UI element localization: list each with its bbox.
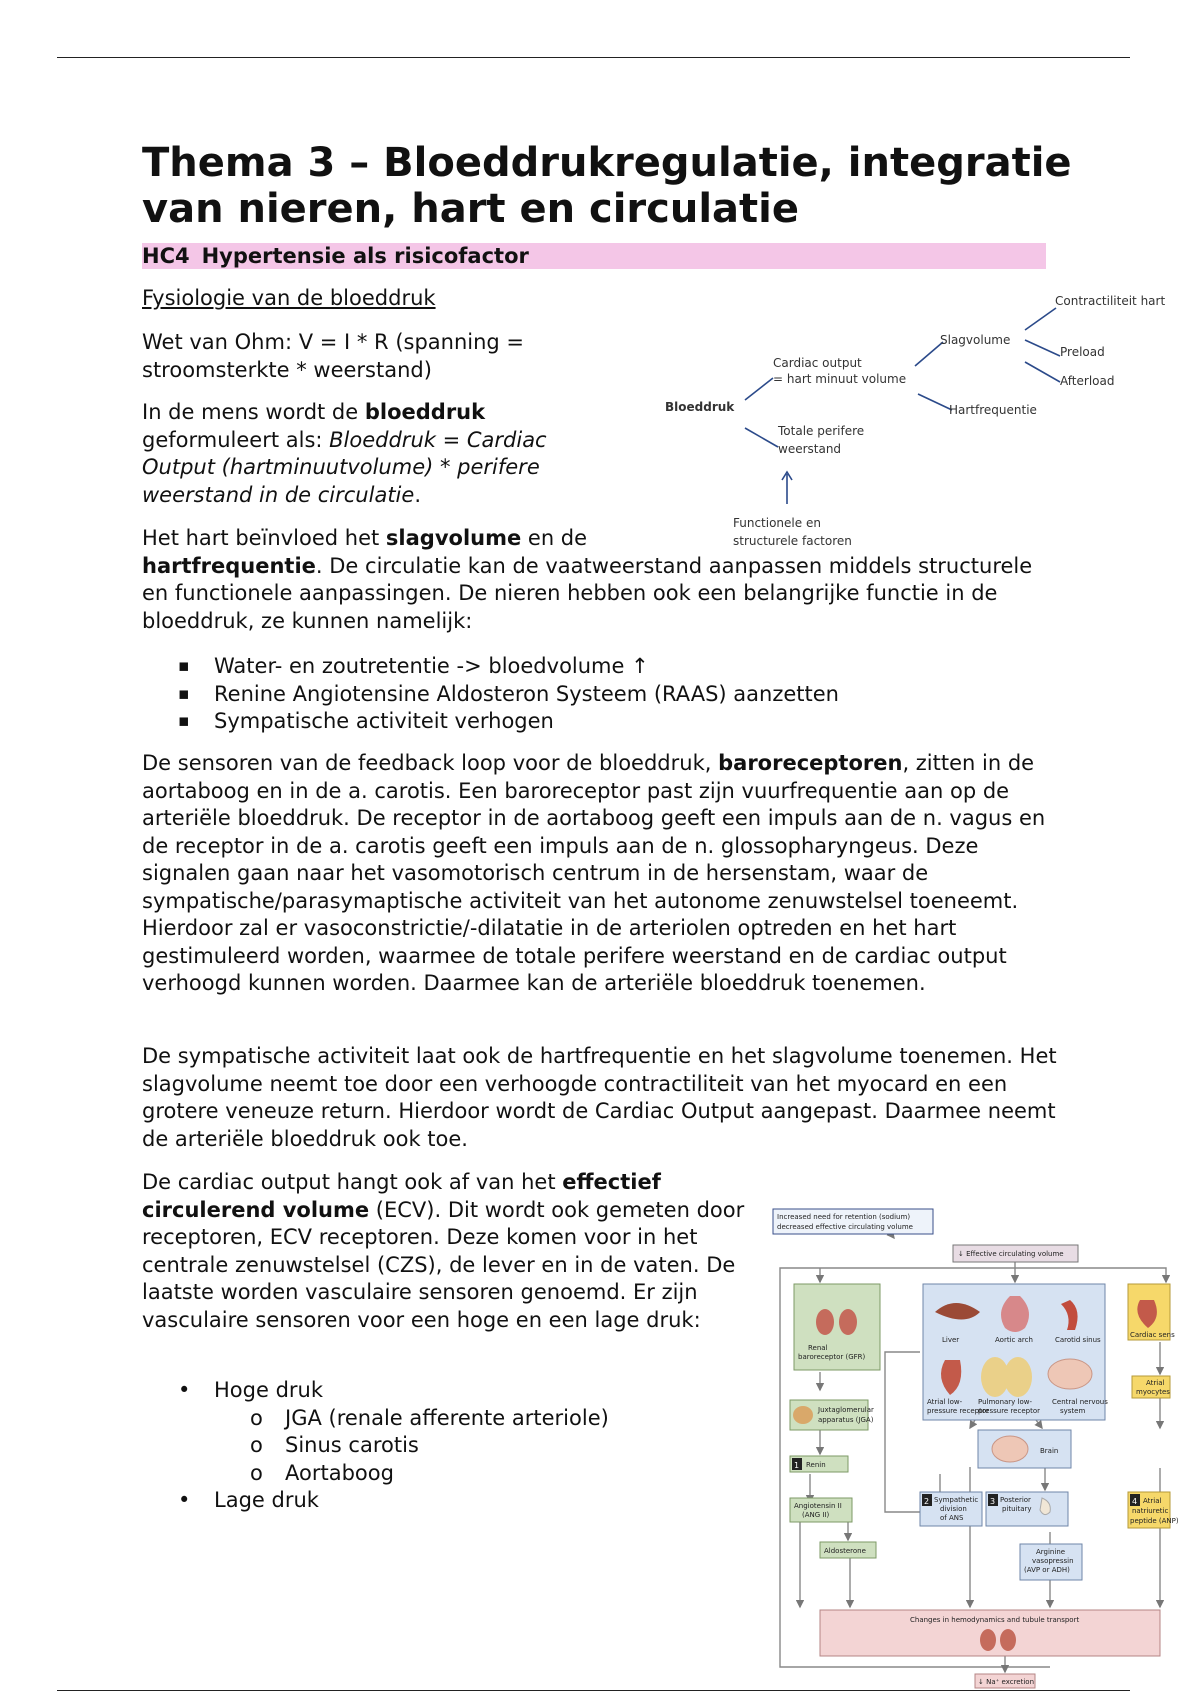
aortic-label: Aortic arch (995, 1336, 1033, 1344)
atrial-myocytes-label: myocytes (1136, 1388, 1170, 1396)
avp-label: Arginine (1036, 1548, 1066, 1556)
cns-label: Central nervous (1052, 1398, 1108, 1406)
sub-list-item: o JGA (renale afferente arteriole) (142, 1405, 762, 1433)
pulmonary-label: Pulmonary low- (978, 1398, 1033, 1406)
paragraph-ohm: Wet van Ohm: V = I * R (spanning = stroomsterkte * weerstand) (142, 330, 525, 382)
jga-icon (793, 1406, 813, 1424)
pulmonary-label: pressure receptor (978, 1407, 1040, 1415)
connector-line (745, 428, 778, 447)
step-number: 1 (794, 1461, 800, 1470)
renal-label: baroreceptor (GFR) (798, 1353, 866, 1361)
connector-line (915, 342, 943, 366)
section-code: HC4 (142, 244, 190, 268)
sympathetic-label: of ANS (940, 1514, 964, 1522)
page-title: Thema 3 – Bloeddrukregulatie, integratie van nieren, hart en circulatie (142, 140, 1072, 232)
jga-label: Juxtaglomerular (818, 1406, 874, 1414)
list-item: ▪ Sympatische activiteit verhogen (142, 708, 1002, 736)
section-title: Hypertensie als risicofactor (201, 244, 529, 268)
figure-graphic (770, 1192, 1179, 1690)
angiotensin-label: Angiotensin II (794, 1502, 842, 1510)
step-number: 2 (924, 1497, 930, 1506)
kidney-icon (980, 1629, 996, 1651)
label-cardiac-output: Cardiac output (773, 356, 862, 370)
connector-line (1025, 340, 1060, 356)
label-weerstand: weerstand (778, 442, 842, 456)
carotid-label: Carotid sinus (1055, 1336, 1101, 1344)
label-slagvolume: Slagvolume (940, 333, 1011, 347)
text-line (142, 525, 622, 553)
sympathetic-label: Sympathetic (934, 1496, 979, 1504)
label-hartfrequentie: Hartfrequentie (949, 403, 1037, 417)
formula-italic: Bloeddruk = Cardiac Output (hartminuutvolume) * perifere weerstand in de circulatie (142, 427, 547, 507)
atrial-myocytes-label: Atrial (1146, 1379, 1165, 1387)
list-item-hoge-druk: • Hoge druk (142, 1377, 762, 1405)
footer-rule (57, 1690, 1130, 1691)
ecv-regulation-figure (770, 1192, 1179, 1690)
avp-label: (AVP or ADH) (1024, 1566, 1070, 1574)
sub-list-item: o Sinus carotis (142, 1432, 762, 1460)
text-run: In de mens wordt de (142, 400, 365, 424)
diagram-lines (660, 282, 1190, 552)
aldosterone-label: Aldosterone (824, 1547, 866, 1555)
label-bloeddruk: Bloeddruk (665, 400, 735, 414)
bold-term: hartfrequentie (142, 553, 316, 578)
bloeddruk-diagram (660, 282, 1190, 552)
label-structurele: structurele factoren (733, 534, 852, 548)
pituitary-label: pituitary (1002, 1505, 1032, 1513)
liver-label: Liver (942, 1336, 960, 1344)
atrial-label: Atrial low- (927, 1398, 963, 1406)
flow-arrow (1015, 1268, 1166, 1282)
step-number: 3 (990, 1497, 996, 1506)
angiotensin-label: (ANG II) (802, 1511, 830, 1519)
cns-label: system (1060, 1407, 1086, 1415)
avp-label: vasopressin (1032, 1557, 1074, 1565)
note-line: decreased effective circulating volume (777, 1223, 913, 1231)
label-hart-minuut-volume: = hart minuut volume (773, 372, 907, 386)
text-run: geformuleert als: (142, 427, 330, 452)
label-afterload: Afterload (1060, 374, 1115, 388)
label-functionele: Functionele en (733, 516, 821, 530)
connector-line (745, 378, 773, 400)
jga-label: apparatus (JGA) (818, 1416, 874, 1424)
paragraph-sympatisch: De sympatische activiteit laat ook de hartfrequentie en het slagvolume toenemen. Het slagvolume neemt toe door een verhoogde contractiliteit van het myocard en een grotere veneuze return. Hierdoor wordt de Cardiac Output aangepast. Daarmee neemt de arteriële bloeddruk ook toe. (142, 1044, 1057, 1151)
connector-line (1025, 308, 1056, 330)
changes-label: Changes in hemodynamics and tubule transport (910, 1616, 1080, 1624)
na-excretion-label: ↓ Na⁺ excretion (978, 1678, 1035, 1686)
renin-label: Renin (806, 1461, 826, 1469)
label-contractiliteit: Contractiliteit hart (1055, 294, 1166, 308)
step-number: 4 (1132, 1497, 1138, 1506)
text-run: Het hart beïnvloed het (142, 526, 386, 550)
bold-term: effectief circulerend volume (142, 1170, 661, 1222)
label-preload: Preload (1060, 345, 1105, 359)
subheading: Fysiologie van de bloeddruk (142, 286, 436, 310)
pituitary-label: Posterior (1000, 1496, 1031, 1504)
label-totale-perifere: Totale perifere (778, 424, 865, 438)
brain-label: Brain (1040, 1447, 1059, 1455)
note-line: Increased need for retention (sodium) (777, 1213, 911, 1221)
kidney-functions-list (142, 653, 1002, 736)
connector-line (918, 394, 952, 410)
renal-label: Renal (808, 1344, 828, 1352)
pressure-sensors-list (142, 1377, 762, 1515)
cardiac-sens-label: Cardiac sens (1130, 1331, 1175, 1339)
anp-label: Atrial (1143, 1497, 1162, 1505)
kidney-icon (816, 1309, 834, 1335)
section-heading (142, 243, 1046, 269)
text-run: en de (521, 526, 588, 550)
paragraph-bloeddruk (142, 399, 612, 509)
list-item-lage-druk: • Lage druk (142, 1487, 762, 1515)
bold-term: bloeddruk (364, 400, 486, 424)
lung-icon (1004, 1357, 1032, 1397)
kidney-icon (839, 1309, 857, 1335)
sympathetic-label: division (940, 1505, 967, 1513)
list-item: ▪ Water- en zoutretentie -> bloedvolume ↑ (142, 653, 1002, 681)
anp-label: natriuretic (1132, 1507, 1169, 1515)
text-run: . De circulatie kan de vaatweerstand aanpassen middels structurele en functionele aanpassingen. De nieren hebben ook een belangrijke functie in de bloeddruk, ze kunnen namelijk: (142, 553, 1033, 633)
paragraph-ecv (142, 1169, 767, 1334)
bold-term: slagvolume (385, 526, 522, 550)
text-run: , zitten in de aortaboog en in de a. carotis. Een baroreceptor past zijn vuurfrequentie aan op de arteriële bloeddruk. De receptor in de aortaboog geeft een impuls aan de n. vagus en de receptor in de a. carotis geeft een impuls aan de n. glossopharyngeus. Deze signalen gaan naar het vasomotorisch centrum in de hersenstam, waar de sympatische/parasymaptische activiteit van het autonome zenuwstelsel toeneemt. Hierdoor zal er vasoconstrictie/-dilatatie in de arteriolen optreden en het hart gestimuleerd worden, waarmee de totale perifere weerstand en de cardiac output verhoogd kunnen worden. Daarmee kan de arteriële bloeddruk toenemen. (142, 751, 1046, 995)
anp-label: peptide (ANP) (1130, 1517, 1179, 1525)
kidney-icon (1000, 1629, 1016, 1651)
brain-icon (992, 1436, 1028, 1462)
ecv-label: ↓ Effective circulating volume (958, 1250, 1064, 1258)
paragraph-baroreceptoren (142, 750, 1062, 998)
bold-term: baroreceptoren (718, 751, 903, 775)
connector-line (1025, 362, 1060, 382)
brain-icon (1048, 1359, 1092, 1389)
text-run: . (414, 482, 422, 507)
text-run: De cardiac output hangt ook af van het (142, 1170, 563, 1194)
text-run: (ECV). Dit wordt ook gemeten door receptoren, ECV receptoren. Deze komen voor in het centrale zenuwstelsel (CZS), de lever en in de vaten. De laatste worden vasculaire sensoren genoemd. Er zijn vasculaire sensoren voor een hoge en een lage druk: (142, 1197, 745, 1332)
text-run: De sensoren van de feedback loop voor de bloeddruk, (142, 751, 719, 775)
header-rule (57, 57, 1130, 58)
atrial-label: pressure receptor (927, 1407, 989, 1415)
sub-list-item: o Aortaboog (142, 1460, 762, 1488)
list-item: ▪ Renine Angiotensine Aldosteron Systeem (RAAS) aanzetten (142, 681, 1002, 709)
